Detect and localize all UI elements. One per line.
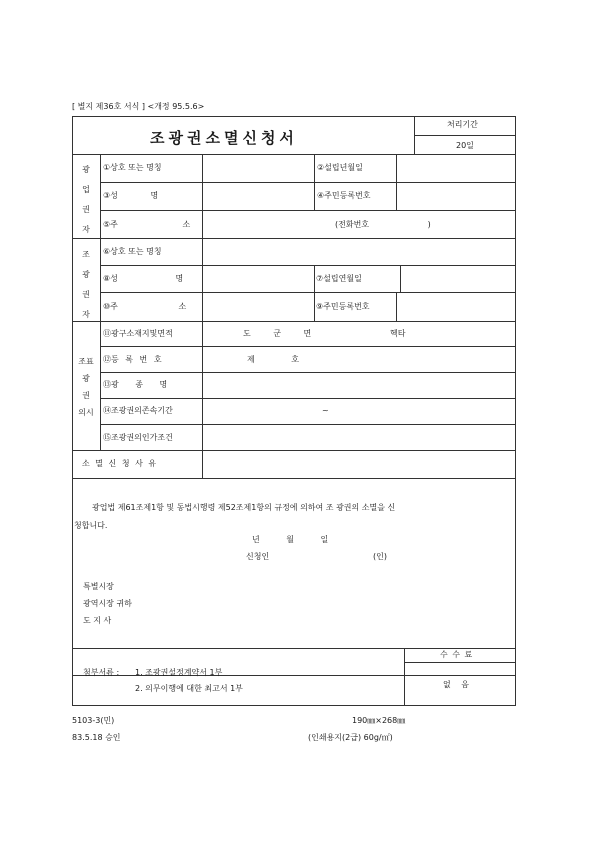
field-mineral-name-input[interactable]: [204, 374, 514, 396]
field-label-lessee-resident-number: ⑨주민등록번호: [316, 302, 370, 311]
field-resident-number-input[interactable]: [398, 185, 514, 208]
paper-size: 190㎜×268㎜: [352, 716, 406, 725]
statement-text-line1: 광업법 제61조제1항 및 동법시행령 제52조제1항의 규정에 의하여 조 광권의 소멸을 신: [92, 503, 396, 512]
field-mine-area-unit: 헥타: [390, 329, 406, 338]
field-label-cancellation-reason: 소 멸 신 청 사 유: [82, 459, 157, 468]
addressee-special-city: 특별시장: [83, 582, 114, 591]
field-cancellation-reason-input[interactable]: [204, 452, 514, 476]
field-label-address: ⑤주 소: [103, 220, 191, 229]
approval-date: 83.5.18 승인: [72, 733, 121, 742]
fee-label: 수 수 료: [440, 650, 473, 659]
field-registration-number-value[interactable]: 제 호: [247, 355, 299, 364]
seal-mark: (인): [373, 552, 387, 561]
field-label-mineral-name: ⑬광 종 명: [103, 380, 168, 389]
form-title: 조광권소멸신청서: [150, 129, 298, 147]
addressee-metro-city: 광역시장 귀하: [83, 599, 132, 608]
form-number-note: [ 별지 제36호 서식 ] <개정 95.5.6>: [72, 102, 205, 111]
processing-period-label: 처리기간: [447, 120, 478, 129]
field-label-established-date: ②설립년월일: [317, 163, 363, 172]
fee-value: 없 음: [443, 680, 469, 689]
application-date[interactable]: 년 월 일: [252, 535, 329, 544]
applicant-label: 신청인: [246, 552, 270, 561]
attachment-item: 1. 조광권설정계약서 1부: [135, 668, 223, 677]
mining-holder-group-label: 광 업 권 자: [82, 165, 90, 234]
field-label-registration-number: ⑫등 록 번 호: [103, 355, 162, 364]
field-approval-conditions-input[interactable]: [204, 426, 514, 448]
field-name-input[interactable]: [204, 185, 312, 208]
field-lessee-resident-number-input[interactable]: [398, 295, 514, 319]
form-code: 5103-3(민): [72, 716, 115, 725]
field-label-lease-duration: ⑭조광권의존속기간: [103, 406, 173, 415]
paper-spec: (인쇄용지(2급) 60g/㎡): [308, 733, 393, 742]
field-lessee-trade-name-input[interactable]: [204, 241, 514, 263]
field-label-lessee-trade-name: ⑥상호 또는 명칭: [103, 247, 162, 256]
field-label-trade-name: ①상호 또는 명칭: [103, 163, 162, 172]
field-label-lessee-established-date: ⑦설립연월일: [316, 274, 362, 283]
field-label-lessee-address: ⑩주 소: [103, 302, 187, 311]
field-label-approval-conditions: ⑮조광권의인가조건: [103, 433, 173, 442]
field-label-resident-number: ④주민등록번호: [317, 191, 371, 200]
attachments-label: 첨부서류 :: [83, 668, 120, 677]
field-label-lessee-name: ⑧성 명: [103, 274, 184, 283]
field-label-name: ③성 명: [103, 191, 159, 200]
field-phone-number[interactable]: (전화번호 ): [335, 220, 431, 229]
addressee-province: 도 지 사: [83, 616, 112, 625]
lease-rights-group-label: 조표 광 권 의시: [78, 357, 94, 417]
field-label-mine-location-area: ⑪광구소재지및면적: [103, 329, 173, 338]
statement-text-line2: 청합니다.: [74, 521, 108, 530]
field-lease-duration-value[interactable]: ~: [322, 406, 329, 415]
attachment-item: 2. 의무이행에 대한 최고서 1부: [135, 684, 243, 693]
field-trade-name-input[interactable]: [204, 157, 312, 180]
field-lessee-established-date-input[interactable]: [402, 268, 514, 290]
field-mine-location-value[interactable]: 도 군 면: [243, 329, 312, 338]
processing-period-value: 20일: [456, 141, 474, 150]
lease-holder-group-label: 조 광 권 자: [82, 250, 90, 319]
field-established-date-input[interactable]: [398, 157, 514, 180]
